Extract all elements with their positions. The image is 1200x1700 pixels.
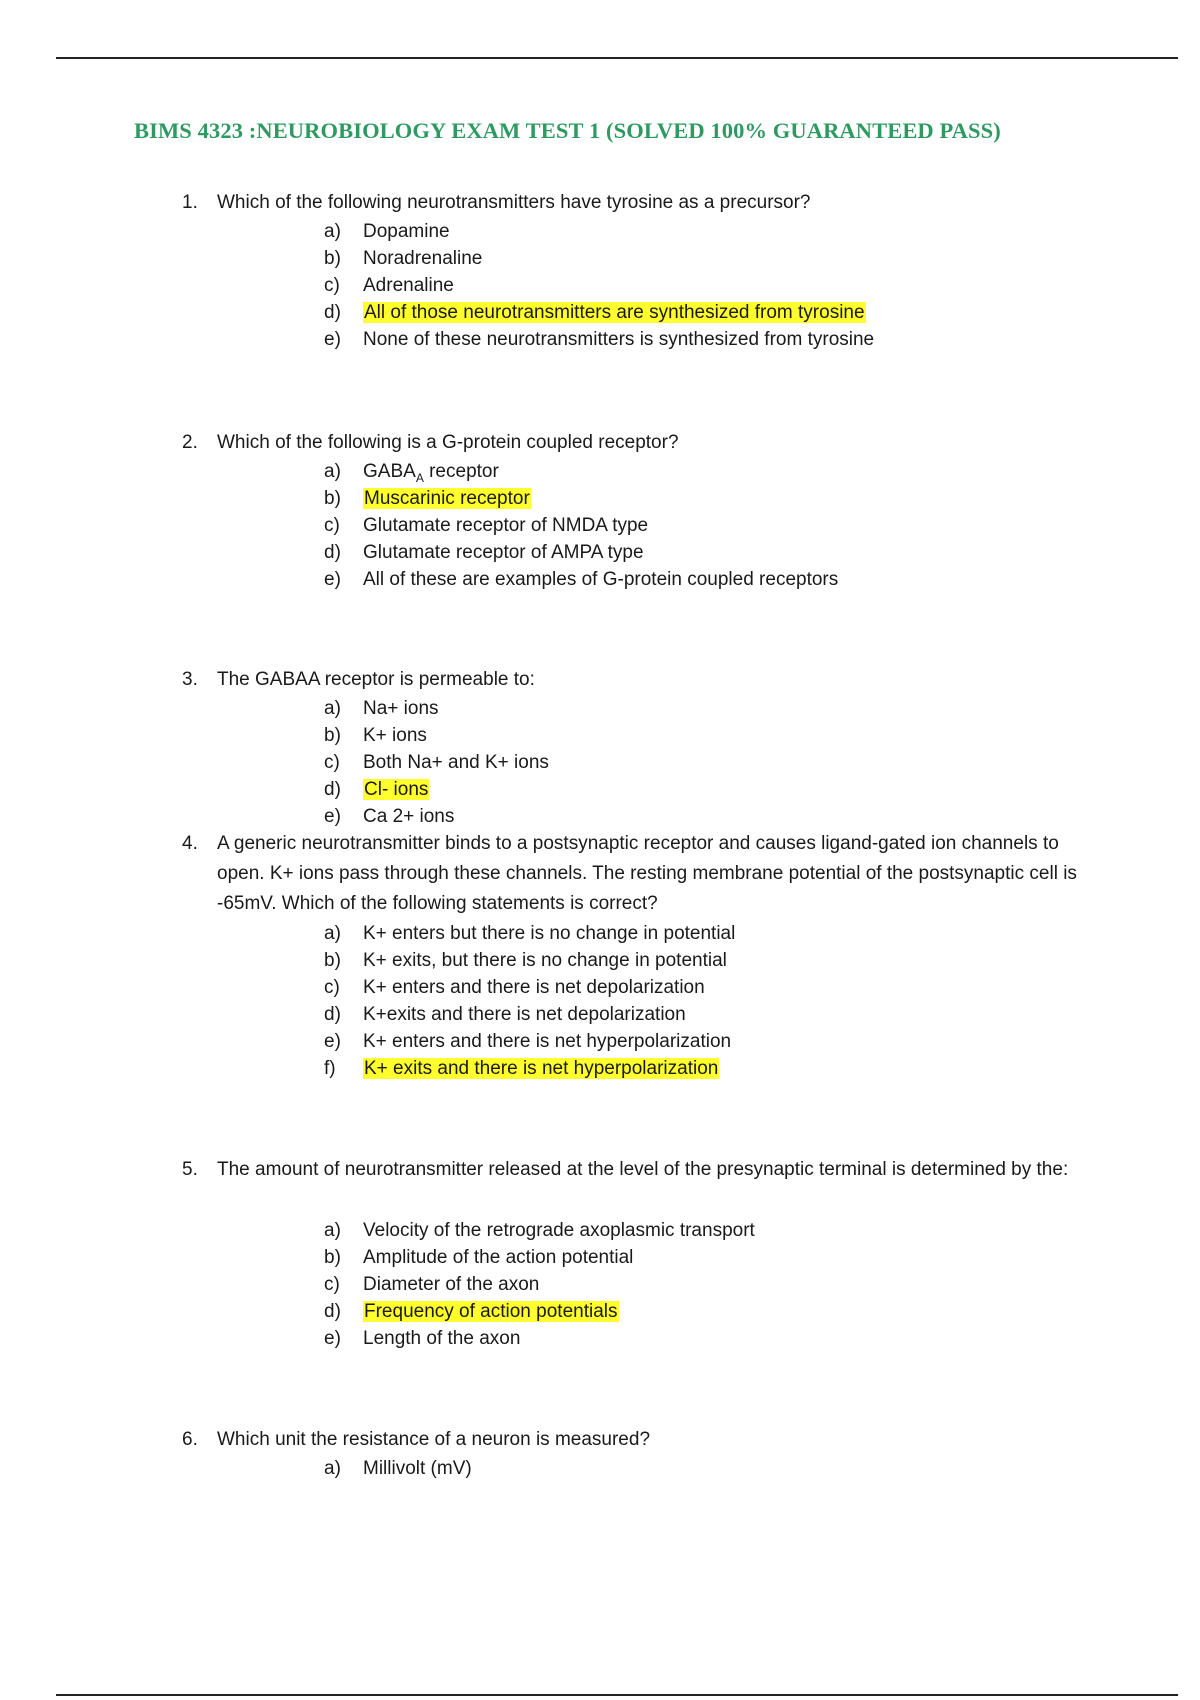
question-3-option-b: b) K+ ions: [324, 725, 427, 746]
question-2-option-d: d) Glutamate receptor of AMPA type: [324, 542, 644, 563]
question-4-option-d: d) K+exits and there is net depolarization: [324, 1004, 686, 1025]
question-4-text: A generic neurotransmitter binds to a postsynaptic receptor and causes ligand-gated ion channels to open. K+ ions pass through these channels. The resting membrane potential of the postsynaptic cell is -65mV. Which of the following statements is correct?: [217, 833, 1077, 914]
question-6-number: 6.: [182, 1429, 198, 1450]
question-1-option-d: d) All of those neurotransmitters are synthesized from tyrosine: [324, 302, 865, 323]
question-5-option-e: e) Length of the axon: [324, 1328, 521, 1349]
question-3-option-a: a) Na+ ions: [324, 698, 439, 719]
question-3-option-d: d) Cl- ions: [324, 779, 429, 800]
bottom-rule: [56, 1694, 1178, 1696]
question-4-option-a: a) K+ enters but there is no change in potential: [324, 923, 736, 944]
question-3-option-c: c) Both Na+ and K+ ions: [324, 752, 549, 773]
question-6-text: Which unit the resistance of a neuron is measured?: [217, 1429, 651, 1450]
question-1-text: Which of the following neurotransmitters have tyrosine as a precursor?: [217, 192, 811, 213]
question-2-option-a: a) $GABA_A$ receptor: [324, 461, 499, 485]
question-1-option-a: a) Dopamine: [324, 221, 450, 242]
document-title: BIMS 4323 :NEUROBIOLOGY EXAM TEST 1 (SOLVED 100% GUARANTEED PASS): [134, 118, 1001, 143]
answer-highlight: K+ exits and there is net hyperpolarization: [364, 1058, 719, 1079]
question-2-option-b: b) Muscarinic receptor: [324, 488, 530, 509]
question-1-option-c: c) Adrenaline: [324, 275, 454, 296]
question-3-number: 3.: [182, 669, 198, 690]
answer-highlight: All of those neurotransmitters are synthesized from tyrosine: [364, 302, 865, 323]
question-3-text: The GABAA receptor is permeable to:: [217, 669, 535, 690]
question-2-number: 2.: [182, 432, 198, 453]
answer-highlight: Cl- ions: [364, 779, 429, 800]
question-1-number: 1.: [182, 192, 198, 213]
question-4-option-b: b) K+ exits, but there is no change in potential: [324, 950, 727, 971]
question-5-option-d: d) Frequency of action potentials: [324, 1301, 618, 1322]
answer-highlight: Muscarinic receptor: [364, 488, 530, 509]
question-5-number: 5.: [182, 1159, 198, 1180]
question-1-option-e: e) None of these neurotransmitters is synthesized from tyrosine: [324, 329, 875, 350]
question-2-option-e: e) All of these are examples of G-protein coupled receptors: [324, 569, 839, 590]
question-4-option-c: c) K+ enters and there is net depolarization: [324, 977, 705, 998]
question-2-option-c: c) Glutamate receptor of NMDA type: [324, 515, 649, 536]
top-rule: [56, 57, 1178, 59]
question-4-option-f: f) K+ exits and there is net hyperpolarization: [324, 1058, 719, 1079]
question-2-text: Which of the following is a G-protein coupled receptor?: [217, 432, 679, 453]
answer-highlight: Frequency of action potentials: [364, 1301, 618, 1322]
question-5-text: The amount of neurotransmitter released at the level of the presynaptic terminal is determined by the:: [217, 1159, 1069, 1180]
question-1-option-b: b) Noradrenaline: [324, 248, 483, 269]
question-4-number: 4.: [182, 833, 198, 854]
question-5-option-b: b) Amplitude of the action potential: [324, 1247, 634, 1268]
question-6-option-a: a) Millivolt (mV): [324, 1458, 472, 1479]
question-5-option-a: a) Velocity of the retrograde axoplasmic transport: [324, 1220, 755, 1241]
question-3-option-e: e) Ca 2+ ions: [324, 806, 455, 827]
question-5-option-c: c) Diameter of the axon: [324, 1274, 540, 1295]
question-4-option-e: e) K+ enters and there is net hyperpolarization: [324, 1031, 732, 1052]
